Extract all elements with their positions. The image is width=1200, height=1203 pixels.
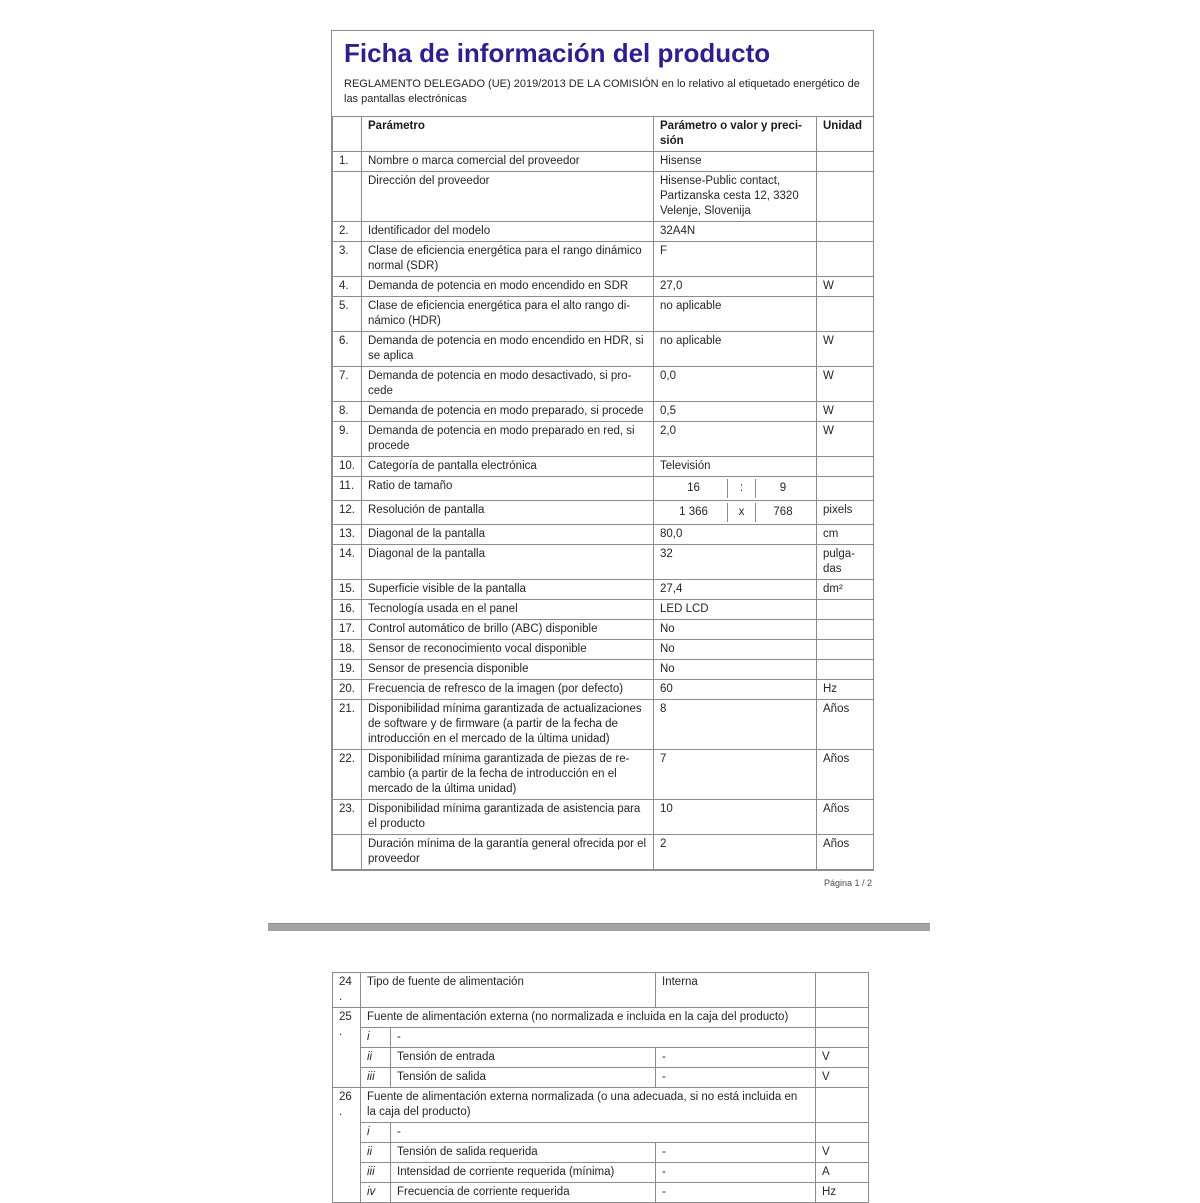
row-number-cell (333, 172, 362, 222)
param-cell: Tipo de fuente de alimentación (361, 973, 656, 1008)
unit-cell: A (816, 1163, 869, 1183)
unit-cell (816, 973, 869, 1008)
table-row (333, 242, 874, 277)
row-number-cell: 4. (333, 277, 362, 297)
unit-cell: Años (817, 835, 874, 870)
value-cell: - (656, 1163, 816, 1183)
unit-cell (817, 297, 874, 332)
table-row (333, 800, 874, 835)
value-cell: 32 (654, 545, 817, 580)
param-cell: Diagonal de la pantalla (362, 545, 654, 580)
unit-cell (817, 172, 874, 222)
param-cell: Clase de eficiencia energética para el rango dinámico normal (SDR) (362, 242, 654, 277)
param-cell: Demanda de potencia en modo encendido en HDR, si se aplica (362, 332, 654, 367)
table-row (333, 277, 874, 297)
table-row (333, 332, 874, 367)
value-cell: 0,0 (654, 367, 817, 402)
unit-cell: Años (817, 800, 874, 835)
spec-table-page-2 (332, 972, 869, 1203)
header-param-cell: Parámetro (362, 117, 654, 152)
unit-cell: Hz (817, 680, 874, 700)
table-header-row (333, 117, 874, 152)
value-cell: 0,5 (654, 402, 817, 422)
table-row (333, 1068, 869, 1088)
roman-numeral-cell: ii (361, 1143, 391, 1163)
table-row (333, 1143, 869, 1163)
param-cell: Disponibilidad mínima garantizada de asistencia para el producto (362, 800, 654, 835)
roman-numeral-cell: iii (361, 1163, 391, 1183)
table-row (333, 477, 874, 501)
table-row (333, 501, 874, 525)
table-row (333, 172, 874, 222)
value-cell: Hisense-Public contact, Partizanska cesta 12, 3320 Velenje, Slovenija (654, 172, 817, 222)
page-indicator: Página 1 / 2 (823, 878, 872, 888)
value-cell: No (654, 660, 817, 680)
value-cell: Interna (656, 973, 816, 1008)
table-row (333, 700, 874, 750)
unit-cell (817, 640, 874, 660)
table-row (333, 402, 874, 422)
table-row (333, 1048, 869, 1068)
value-part-a: 16 (660, 479, 728, 498)
row-number-cell: 25. (333, 1008, 361, 1088)
section-label-cell: Fuente de alimentación externa normalizada (o una adecuada, si no está incluida en la caja del producto) (361, 1088, 816, 1123)
unit-cell: Años (817, 700, 874, 750)
param-cell: Demanda de potencia en modo preparado, si procede (362, 402, 654, 422)
row-number-cell: 7. (333, 367, 362, 402)
param-cell: Control automático de brillo (ABC) disponible (362, 620, 654, 640)
roman-numeral-cell: ii (361, 1048, 391, 1068)
value-cell: Hisense (654, 152, 817, 172)
unit-cell (817, 620, 874, 640)
row-number-cell: 9. (333, 422, 362, 457)
row-number-cell: 23. (333, 800, 362, 835)
unit-cell: Años (817, 750, 874, 800)
row-number-cell: 19. (333, 660, 362, 680)
value-cell: 2,0 (654, 422, 817, 457)
page-title: Ficha de información del producto (344, 38, 771, 68)
value-cell: - (656, 1143, 816, 1163)
value-cell: LED LCD (654, 600, 817, 620)
row-number-cell: 5. (333, 297, 362, 332)
dash-cell: - (391, 1123, 816, 1143)
row-number-cell: 16. (333, 600, 362, 620)
row-number-cell: 3. (333, 242, 362, 277)
unit-cell (816, 1088, 869, 1123)
row-number-cell: 24. (333, 973, 361, 1008)
param-cell: Diagonal de la pantalla (362, 525, 654, 545)
page-1-border-box (331, 30, 874, 871)
unit-cell (817, 222, 874, 242)
param-cell: Tensión de entrada (391, 1048, 656, 1068)
table-row (333, 1088, 869, 1123)
unit-cell: pulgadas (817, 545, 874, 580)
value-cell: 60 (654, 680, 817, 700)
value-cell (654, 501, 817, 525)
row-number-cell: 10. (333, 457, 362, 477)
roman-numeral-cell: iv (361, 1183, 391, 1203)
product-fiche-page-1 (331, 30, 874, 888)
value-separator: x (728, 503, 756, 522)
table-row (333, 580, 874, 600)
table-row (333, 367, 874, 402)
header-number-cell (333, 117, 362, 152)
header-value-cell: Parámetro o valor y precisión (654, 117, 817, 152)
table-row (333, 422, 874, 457)
table-row (333, 222, 874, 242)
value-cell: 27,4 (654, 580, 817, 600)
param-cell: Sensor de reconocimiento vocal disponible (362, 640, 654, 660)
value-cell: No (654, 640, 817, 660)
value-cell: 32A4N (654, 222, 817, 242)
value-cell: - (656, 1183, 816, 1203)
spec-table-page-1 (332, 116, 874, 870)
row-number-cell: 15. (333, 580, 362, 600)
row-number-cell: 26. (333, 1088, 361, 1203)
row-number-cell: 1. (333, 152, 362, 172)
unit-cell: V (816, 1048, 869, 1068)
document-header (332, 31, 873, 107)
table-row (333, 680, 874, 700)
value-cell (654, 477, 817, 501)
value-part-b: 768 (773, 506, 793, 518)
page-divider (268, 923, 930, 931)
param-cell: Intensidad de corriente requerida (mínima) (391, 1163, 656, 1183)
unit-cell: W (817, 402, 874, 422)
row-number-cell: 2. (333, 222, 362, 242)
param-cell: Disponibilidad mínima garantizada de piezas de recambio (a partir de la fecha de introducción en el mercado de la última unidad) (362, 750, 654, 800)
param-cell: Dirección del proveedor (362, 172, 654, 222)
unit-cell: W (817, 332, 874, 367)
table-row (333, 1028, 869, 1048)
value-cell: 10 (654, 800, 817, 835)
table-row (333, 600, 874, 620)
unit-cell (816, 1123, 869, 1143)
table-row (333, 750, 874, 800)
param-cell: Tensión de salida requerida (391, 1143, 656, 1163)
roman-numeral-cell: i (361, 1028, 391, 1048)
unit-cell (817, 242, 874, 277)
value-cell: - (656, 1048, 816, 1068)
table-row (333, 1163, 869, 1183)
table-row (333, 1123, 869, 1143)
value-cell: no aplicable (654, 297, 817, 332)
table-row (333, 835, 874, 870)
table-row (333, 640, 874, 660)
param-cell: Tensión de salida (391, 1068, 656, 1088)
table-row (333, 297, 874, 332)
row-number-cell: 17. (333, 620, 362, 640)
value-cell: no aplicable (654, 332, 817, 367)
regulation-subtitle: REGLAMENTO DELEGADO (UE) 2019/2013 DE LA COMISIÓN en lo relativo al etiquetado energético de las pantallas electrónicas (344, 78, 860, 105)
row-number-cell: 6. (333, 332, 362, 367)
table-row (333, 457, 874, 477)
value-cell: 27,0 (654, 277, 817, 297)
unit-cell (816, 1008, 869, 1028)
unit-cell (817, 660, 874, 680)
param-cell: Ratio de tamaño (362, 477, 654, 501)
row-number-cell: 18. (333, 640, 362, 660)
unit-cell: V (816, 1143, 869, 1163)
param-cell: Resolución de pantalla (362, 501, 654, 525)
row-number-cell (333, 835, 362, 870)
unit-cell (817, 600, 874, 620)
param-cell: Frecuencia de corriente requerida (391, 1183, 656, 1203)
param-cell: Categoría de pantalla electrónica (362, 457, 654, 477)
table-row (333, 973, 869, 1008)
value-cell: 2 (654, 835, 817, 870)
value-cell: 80,0 (654, 525, 817, 545)
unit-cell: V (816, 1068, 869, 1088)
unit-cell (817, 477, 874, 501)
dash-cell: - (391, 1028, 816, 1048)
row-number-cell: 12. (333, 501, 362, 525)
param-cell: Nombre o marca comercial del proveedor (362, 152, 654, 172)
table-row (333, 525, 874, 545)
value-cell: 7 (654, 750, 817, 800)
roman-numeral-cell: i (361, 1123, 391, 1143)
row-number-cell: 11. (333, 477, 362, 501)
unit-cell (817, 152, 874, 172)
value-cell: 8 (654, 700, 817, 750)
product-fiche-page-2 (332, 972, 869, 1203)
header-unit-cell: Unidad (817, 117, 874, 152)
row-number-cell: 20. (333, 680, 362, 700)
table-row (333, 1008, 869, 1028)
param-cell: Duración mínima de la garantía general ofrecida por el proveedor (362, 835, 654, 870)
param-cell: Superficie visible de la pantalla (362, 580, 654, 600)
row-number-cell: 21. (333, 700, 362, 750)
unit-cell: W (817, 422, 874, 457)
unit-cell: cm (817, 525, 874, 545)
param-cell: Frecuencia de refresco de la imagen (por defecto) (362, 680, 654, 700)
param-cell: Demanda de potencia en modo preparado en red, si procede (362, 422, 654, 457)
param-cell: Clase de eficiencia energética para el alto rango dinámico (HDR) (362, 297, 654, 332)
unit-cell: W (817, 367, 874, 402)
table-row (333, 660, 874, 680)
roman-numeral-cell: iii (361, 1068, 391, 1088)
unit-cell (817, 457, 874, 477)
section-label-cell: Fuente de alimentación externa (no normalizada e incluida en la caja del producto) (361, 1008, 816, 1028)
row-number-cell: 13. (333, 525, 362, 545)
unit-cell: dm² (817, 580, 874, 600)
value-part-a: 1 366 (660, 503, 728, 522)
param-cell: Tecnología usada en el panel (362, 600, 654, 620)
param-cell: Demanda de potencia en modo encendido en SDR (362, 277, 654, 297)
value-cell: F (654, 242, 817, 277)
unit-cell: pixels (817, 501, 874, 525)
value-cell: No (654, 620, 817, 640)
table-row (333, 620, 874, 640)
param-cell: Sensor de presencia disponible (362, 660, 654, 680)
table-row (333, 152, 874, 172)
param-cell: Disponibilidad mínima garantizada de actualizaciones de software y de firmware (a partir de la fecha de introducción en el mercado de la última unidad) (362, 700, 654, 750)
value-separator: : (728, 479, 756, 498)
param-cell: Identificador del modelo (362, 222, 654, 242)
param-cell: Demanda de potencia en modo desactivado, si procede (362, 367, 654, 402)
value-cell: Televisión (654, 457, 817, 477)
value-part-b: 9 (779, 482, 787, 494)
row-number-cell: 22. (333, 750, 362, 800)
value-cell: - (656, 1068, 816, 1088)
table-row (333, 545, 874, 580)
row-number-cell: 8. (333, 402, 362, 422)
unit-cell: W (817, 277, 874, 297)
row-number-cell: 14. (333, 545, 362, 580)
unit-cell (816, 1028, 869, 1048)
unit-cell: Hz (816, 1183, 869, 1203)
